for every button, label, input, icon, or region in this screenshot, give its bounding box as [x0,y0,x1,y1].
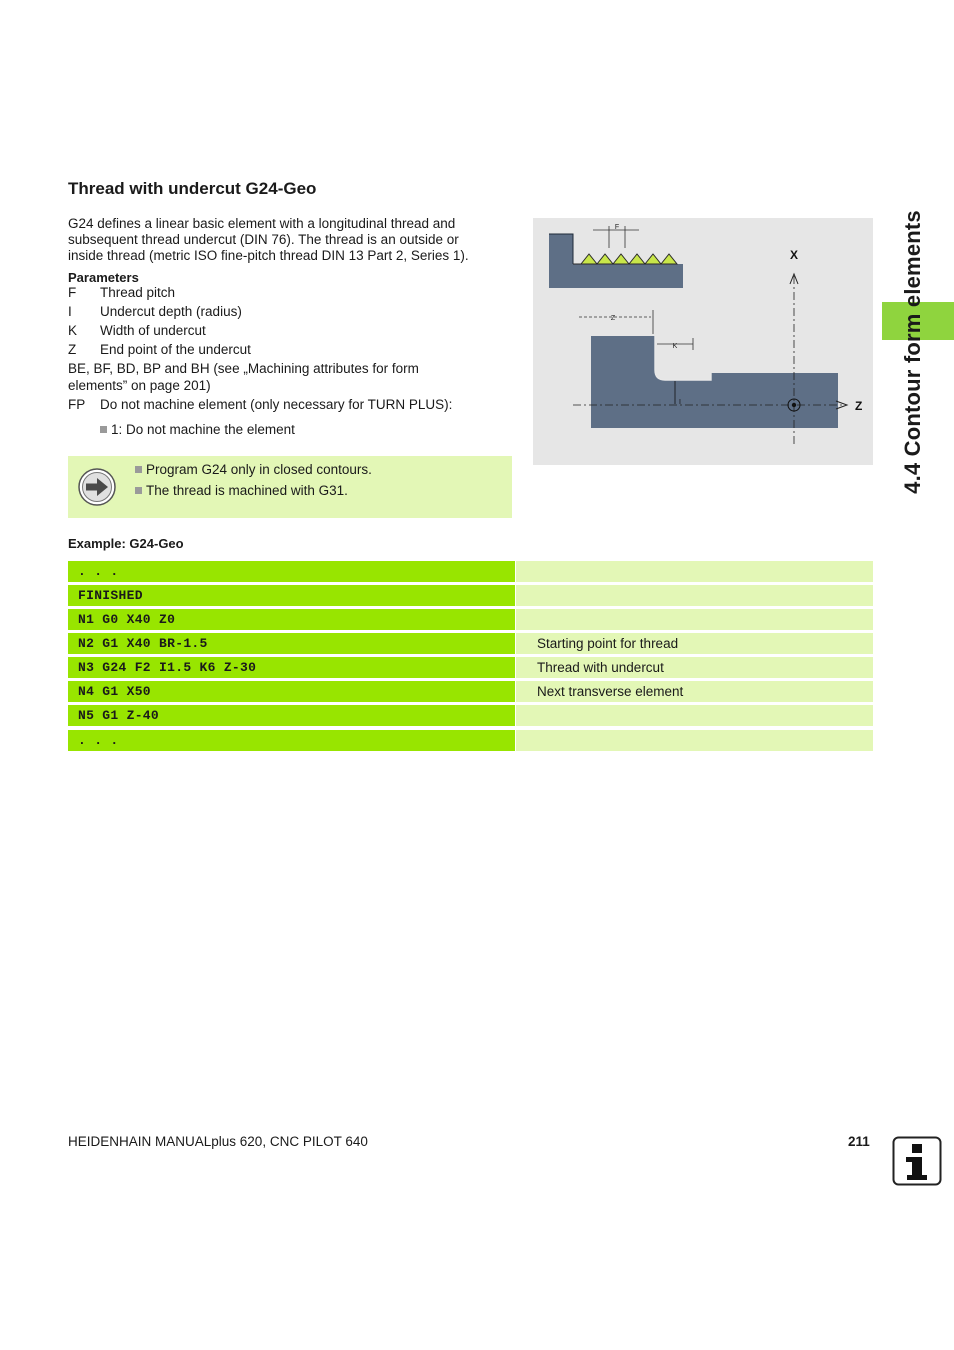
comment-cell [516,705,873,726]
parameter-desc: Width of undercut [100,323,206,338]
intro-line: inside thread (metric ISO fine-pitch thread DIN 13 Part 2, Series 1). [68,248,469,263]
parameter-key: Z [68,342,77,357]
note-box [68,456,512,518]
comment-cell [516,561,873,582]
code-row [68,681,873,702]
code-cell: . . . [68,561,515,582]
parameter-item-fp [68,397,508,413]
page-number: 211 [848,1134,870,1149]
code-row [68,585,873,606]
fp-option-text: 1: Do not machine the element [111,422,295,437]
intro-line: G24 defines a linear basic element with a longitudinal thread and [68,216,456,231]
parameter-desc: Thread pitch [100,285,176,300]
parameters-title: Parameters [68,270,139,285]
parameter-item [68,323,508,339]
parameter-item [68,304,508,320]
figure-label-z-dim: Z [610,315,616,322]
parameter-desc: Do not machine element (only necessary for TURN PLUS): [100,397,453,412]
code-row [68,609,873,630]
arrow-right-circle-icon [78,468,116,506]
bullet-icon [100,426,107,433]
code-row [68,705,873,726]
code-cell: FINISHED [68,585,515,606]
code-cell: N2 G1 X40 BR-1.5 [68,633,515,654]
parameter-key: FP [68,397,86,412]
code-row [68,657,873,678]
note-item [135,462,372,477]
code-cell: N1 G0 X40 Z0 [68,609,515,630]
thread-undercut-diagram [533,218,873,465]
figure-label-f: F [614,224,620,231]
chapter-title-text: 4.4 Contour form elements [900,210,925,494]
footer-product: HEIDENHAIN MANUALplus 620, CNC PILOT 640 [68,1134,368,1149]
bullet-icon [135,487,142,494]
be-attributes-line: BE, BF, BD, BP and BH (see „Machining attributes for form [68,361,419,376]
parameter-item [68,342,508,358]
example-title: Example: G24-Geo [68,536,184,551]
be-attributes-line: elements” on page 201) [68,378,211,393]
info-icon [892,1136,942,1186]
comment-cell: Next transverse element [516,681,873,702]
comment-cell [516,585,873,606]
parameter-key: F [68,285,77,300]
figure-label-i: I [679,399,681,406]
fp-option [100,422,295,438]
note-item [135,483,348,498]
figure-label-k: K [672,343,678,350]
comment-cell: Thread with undercut [516,657,873,678]
code-row [68,730,873,751]
code-cell: N5 G1 Z-40 [68,705,515,726]
parameter-desc: Undercut depth (radius) [100,304,242,319]
parameter-key: I [68,304,72,319]
thread-undercut-figure [533,218,873,465]
section-heading: Thread with undercut G24-Geo [68,179,317,198]
comment-cell [516,609,873,630]
code-cell: N4 G1 X50 [68,681,515,702]
comment-cell [516,730,873,751]
parameter-key: K [68,323,78,338]
bullet-icon [135,466,142,473]
note-text: The thread is machined with G31. [146,483,348,498]
figure-axis-z: Z [855,399,863,413]
figure-axis-x: X [789,248,799,262]
code-row [68,633,873,654]
code-row [68,561,873,582]
intro-paragraph [68,216,508,264]
comment-cell: Starting point for thread [516,633,873,654]
intro-line: subsequent thread undercut (DIN 76). The thread is an outside or [68,232,459,247]
note-text: Program G24 only in closed contours. [146,462,372,477]
parameter-desc: End point of the undercut [100,342,251,357]
code-cell: N3 G24 F2 I1.5 K6 Z-30 [68,657,515,678]
code-cell: . . . [68,730,515,751]
parameter-item [68,285,508,301]
